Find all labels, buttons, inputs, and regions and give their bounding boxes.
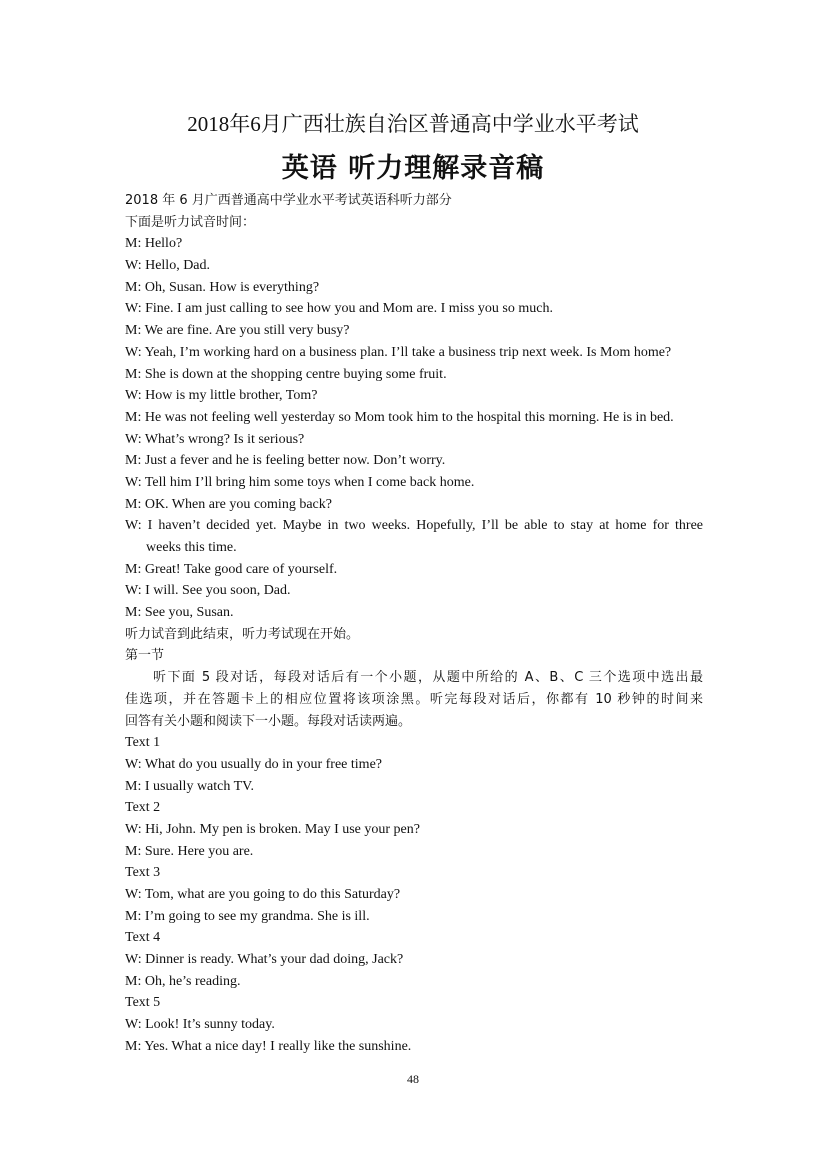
section-label: Text 4	[125, 930, 161, 946]
transcript-line: 2018 年 6 月广西普通高中学业水平考试英语科听力部分	[125, 193, 452, 208]
transcript-line: W: I will. See you soon, Dad.	[125, 583, 291, 599]
transcript-line: W: Hi, John. My pen is broken. May I use your pen?	[125, 821, 420, 837]
transcript-line: M: Oh, he’s reading.	[125, 973, 241, 989]
transcript-line: M: Sure. Here you are.	[125, 843, 254, 859]
transcript-line: W: Look! It’s sunny today.	[125, 1017, 275, 1033]
transcript-line: weeks this time.	[146, 540, 237, 555]
transcript-line: W: Fine. I am just calling to see how you and Mom are. I miss you so much.	[125, 301, 553, 317]
transcript-line: 第一节	[125, 648, 165, 664]
transcript-line: M: Just a fever and he is feeling better now. Don’t worry.	[125, 453, 446, 469]
transcript-line: M: We are fine. Are you still very busy?	[125, 323, 350, 339]
document-title: 2018年6月广西壮族自治区普通高中学业水平考试	[187, 112, 639, 136]
transcript-line: M: He was not feeling well yesterday so Mom took him to the hospital this morning. He is in bed.	[125, 409, 674, 425]
transcript-line: 下面是听力试音时间：	[125, 214, 256, 230]
section-label: Text 2	[125, 800, 161, 816]
transcript-line: W: What’s wrong? Is it serious?	[125, 431, 305, 447]
transcript-line: W: Dinner is ready. What’s your dad doing, Jack?	[125, 952, 404, 968]
section-label: Text 1	[125, 735, 161, 751]
transcript-line: M: Oh, Susan. How is everything?	[125, 279, 320, 295]
transcript-line: M: Yes. What a nice day! I really like the sunshine.	[125, 1038, 412, 1054]
document-subtitle: 英语 听力理解录音稿	[281, 153, 545, 184]
transcript-line: 回答有关小题和阅读下一小题。每段对话读两遍。	[125, 713, 412, 729]
transcript-line: W: Yeah, I’m working hard on a business plan. I’ll take a business trip next week. Is Mom home?	[125, 344, 672, 360]
transcript-line: M: I usually watch TV.	[125, 778, 254, 794]
transcript-line: M: See you, Susan.	[125, 605, 234, 621]
section-label: Text 3	[125, 865, 161, 881]
transcript-line: M: She is down at the shopping centre buying some fruit.	[125, 366, 447, 382]
transcript-line: W: What do you usually do in your free time?	[125, 756, 382, 772]
transcript-line: W: I haven’t decided yet. Maybe in two weeks. Hopefully, I’ll be able to stay at home for three	[125, 518, 703, 534]
transcript-line: 听力试音到此结束，听力考试现在开始。	[125, 626, 360, 642]
transcript-line: M: Great! Take good care of yourself.	[125, 561, 338, 577]
transcript-line: W: How is my little brother, Tom?	[125, 388, 318, 404]
section-label: Text 5	[125, 995, 161, 1011]
page-number: 48	[407, 1072, 419, 1086]
transcript-line: 听下面 5 段对话，每段对话后有一个小题，从题中所给的 A、B、C 三个选项中选出最	[153, 670, 703, 686]
transcript-line: M: OK. When are you coming back?	[125, 496, 332, 512]
transcript-line: 佳选项，并在答题卡上的相应位置将该项涂黑。听完每段对话后，你都有 10 秒钟的时间来	[125, 691, 703, 707]
transcript-line: W: Hello, Dad.	[125, 258, 211, 274]
transcript-line: M: Hello?	[125, 236, 183, 252]
transcript-body	[125, 190, 703, 1058]
transcript-line: W: Tom, what are you going to do this Saturday?	[125, 887, 401, 902]
transcript-line: W: Tell him I’ll bring him some toys when I come back home.	[125, 474, 475, 490]
transcript-line: M: I’m going to see my grandma. She is ill.	[125, 908, 370, 924]
